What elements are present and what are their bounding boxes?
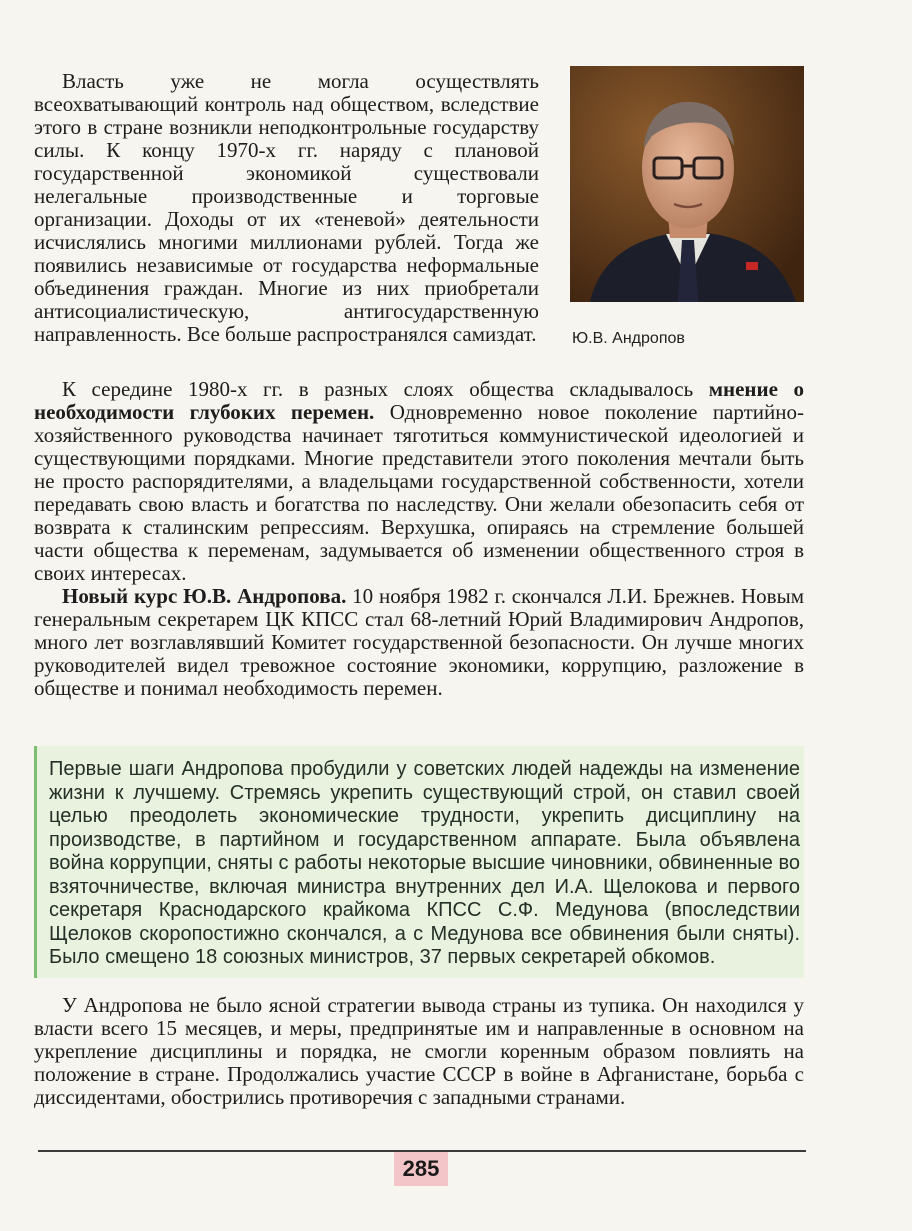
paragraph-andropov — [34, 585, 804, 700]
highlight-box — [34, 746, 804, 978]
portrait-photo — [570, 66, 804, 302]
photo-caption: Ю.В. Андропов — [572, 330, 685, 347]
paragraph-reforms — [34, 378, 804, 585]
intro-text — [34, 70, 539, 346]
paragraph-reforms-start: К середине 1980-х гг. в разных слоях общества складывалось — [62, 377, 709, 401]
paragraph-reforms-rest: Одновременно новое поколение партийно-хозяйственного руководства начинает тяготиться коммунистической идеологией и существующими порядками. Многие представители этого поколения мечтали быть не просто распорядителями, а владельцами государственной собственности, хотели передавать свою власть и богатства по наследству. Они желали обезопасить себя от возврата к сталинским репрессиям. Верхушка, опираясь на стремление большей части общества к переменам, задумывается об изменении общественного строя в своих интересах. — [34, 400, 804, 585]
key-term-reforms: мнение о необходимости глубоких перемен. — [34, 377, 804, 424]
intro-paragraph: Власть уже не могла осуществлять всеохватывающий контроль над обществом, вследствие этого в стране возникли неподконтрольные государству силы. К концу 1970-х гг. наряду с плановой государственной экономикой существовали нелегальные производственные и торговые организации. Доходы от их «теневой» деятельности исчислялись многими миллионами рублей. Тогда же появились независимые от государства неформальные объединения граждан. Многие из них приобретали антисоциалистическую, антигосударственную направленность. Все больше распространялся самиздат. — [34, 69, 539, 346]
portrait-image — [570, 66, 804, 302]
page-number: 285 — [394, 1152, 448, 1186]
highlight-text: Первые шаги Андропова пробудили у советских людей надежды на изменение жизни к лучшему. Стремясь укрепить существующий строй, он ставил своей целью преодолеть экономические трудности, укрепить дисциплину на производстве, в партийном и государственном аппарате. Была объявлена война коррупции, сняты с работы некоторые высшие чиновники, обвиненные во взяточничестве, включая министра внутренних дел И.А. Щелокова и первого секретаря Краснодарского крайкома КПСС С.Ф. Медунова (впоследствии Щелоков скоропостижно скончался, а с Медунова все обвинения были сняты). Было смещено 18 союзных министров, 37 первых секретарей обкомов. — [49, 758, 800, 968]
paragraph-andropov-text: 10 ноября 1982 г. скончался Л.И. Брежнев. Новым генеральным секретарем ЦК КПСС стал 68-летний Юрий Владимирович Андропов, много лет возглавлявший Комитет государственной безопасности. Он лучше многих руководителей видел тревожное состояние экономики, коррупцию, разложение в обществе и понимал необходимость перемен. — [34, 584, 805, 700]
closing-paragraph: У Андропова не было ясной стратегии вывода страны из тупика. Он находился у власти всего 15 месяцев, и меры, предпринятые им и направленные в основном на укрепление дисциплины и порядка, не смогли коренным образом повлиять на положение в стране. Продолжались участие СССР в войне в Афганистане, борьба с диссидентами, обострились противоречия с западными странами. — [34, 993, 804, 1109]
closing-text — [34, 994, 804, 1109]
section-heading: Новый курс Ю.В. Андропова. — [62, 584, 347, 608]
main-text — [34, 378, 804, 700]
